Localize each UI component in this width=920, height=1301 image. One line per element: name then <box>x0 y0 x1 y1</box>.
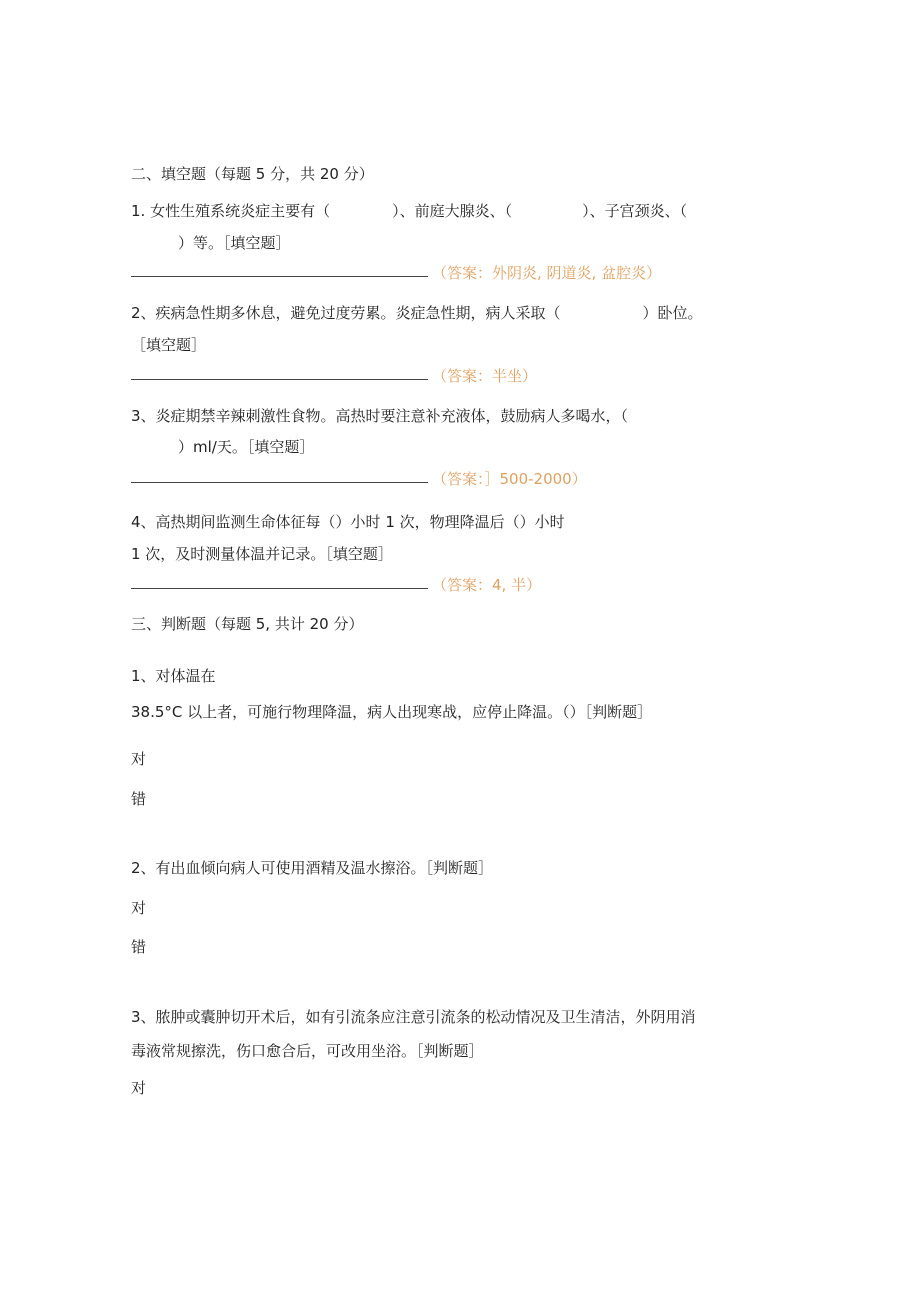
question-2-text-a: 2、疾病急性期多休息，避免过度劳累。炎症急性期，病人采取（ <box>131 304 561 322</box>
tf-question-1-option-false[interactable]: 错 <box>131 790 147 808</box>
section-heading-fill-in: 二、填空题（每题 5 分，共 20 分） <box>131 165 374 183</box>
tf-question-1-line-2: 38.5°C 以上者，可施行物理降温，病人出现寒战，应停止降温。（）［判断题］ <box>131 703 653 721</box>
question-1-text-a: 1. 女性生殖系统炎症主要有（ <box>131 202 331 220</box>
tf-question-2-option-true[interactable]: 对 <box>131 899 147 917</box>
tf-question-1-option-true[interactable]: 对 <box>131 750 147 768</box>
tf-question-3-option-true[interactable]: 对 <box>131 1079 147 1097</box>
question-2-line-1 <box>131 302 703 324</box>
tf-question-1-line-1: 1、对体温在 <box>131 667 216 685</box>
answer-blank-line[interactable] <box>131 262 428 277</box>
section-heading-true-false: 三、判断题（每题 5, 共计 20 分） <box>131 615 364 633</box>
question-1-text-c: ）、子宫颈炎、（ <box>582 202 688 220</box>
question-4-line-2: 1 次，及时测量体温并记录。［填空题］ <box>131 545 393 563</box>
tf-question-3-line-1: 3、脓肿或囊肿切开术后，如有引流条应注意引流条的松动情况及卫生清洁，外阴用消 <box>131 1008 696 1026</box>
question-2-text-b: ）卧位。 <box>642 304 703 322</box>
answer-blank-line[interactable] <box>131 468 428 483</box>
answer-blank-line[interactable] <box>131 574 428 589</box>
question-4-answer-row <box>131 574 541 596</box>
tf-question-2-option-false[interactable]: 错 <box>131 938 147 956</box>
question-1-line-2: ）等。［填空题］ <box>178 234 291 252</box>
question-4-answer: （答案：4, 半） <box>432 576 542 594</box>
question-2-answer-row <box>131 365 537 387</box>
question-1-line-1 <box>131 200 687 222</box>
question-1-answer-row <box>131 262 661 284</box>
tf-question-3-line-2: 毒液常规擦洗，伤口愈合后，可改用坐浴。［判断题］ <box>131 1042 484 1060</box>
question-3-answer: （答案：］500-2000） <box>432 470 587 488</box>
question-3-line-2: ）ml/天。［填空题］ <box>178 438 315 456</box>
question-1-text-b: ）、前庭大腺炎、（ <box>392 202 513 220</box>
question-3-line-1: 3、炎症期禁辛辣刺激性食物。高热时要注意补充液体，鼓励病人多喝水，（ <box>131 407 629 425</box>
question-4-line-1: 4、高热期间监测生命体征每（）小时 1 次，物理降温后（）小时 <box>131 513 565 531</box>
answer-blank-line[interactable] <box>131 365 428 380</box>
tf-question-2-line-1: 2、有出血倾向病人可使用酒精及温水擦浴。［判断题］ <box>131 859 494 877</box>
question-2-answer: （答案：半坐） <box>432 367 538 385</box>
question-3-answer-row <box>131 468 587 490</box>
question-1-answer: （答案：外阴炎, 阴道炎, 盆腔炎） <box>432 264 662 282</box>
question-2-line-2: ［填空题］ <box>131 336 207 354</box>
